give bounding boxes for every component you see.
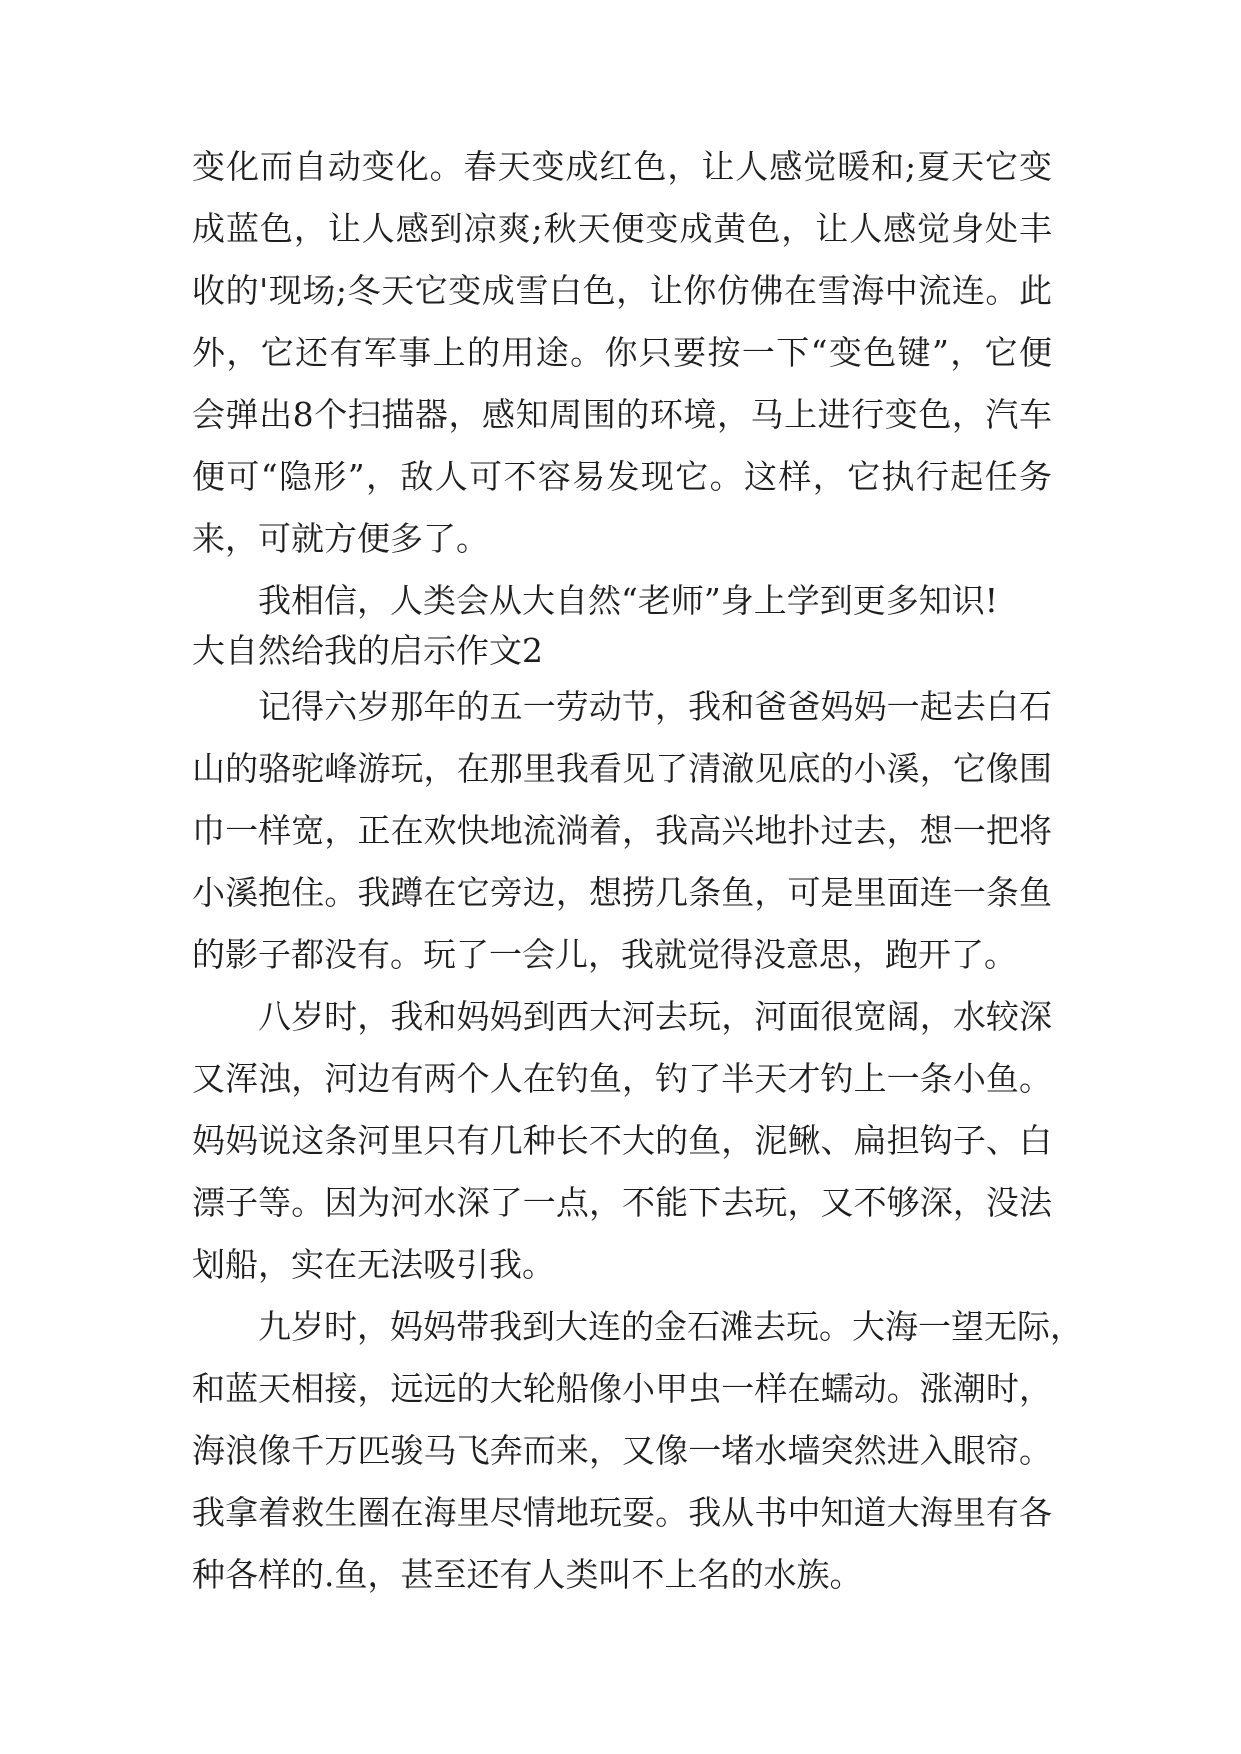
text-line: 小溪抱住。我蹲在它旁边，想捞几条鱼，可是里面连一条鱼 — [192, 873, 1052, 912]
paragraph-line: 记得六岁那年的五一劳动节，我和爸爸妈妈一起去白石 — [258, 687, 1052, 726]
paragraph-line: 我相信，人类会从大自然“老师”身上学到更多知识! — [258, 581, 999, 620]
text-line: 妈妈说这条河里只有几种长不大的鱼，泥鳅、扁担钩子、白 — [192, 1121, 1052, 1160]
text-line: 和蓝天相接，远远的大轮船像小甲虫一样在蠕动。涨潮时， — [192, 1369, 1052, 1408]
text-line: 我拿着救生圈在海里尽情地玩耍。我从书中知道大海里有各 — [192, 1493, 1052, 1532]
text-line: 海浪像千万匹骏马飞奔而来，又像一堵水墙突然进入眼帘。 — [192, 1431, 1052, 1470]
section-heading: 大自然给我的启示作文2 — [192, 631, 543, 670]
text-line: 便可“隐形”，敌人可不容易发现它。这样，它执行起任务 — [192, 457, 1052, 496]
text-line: 外，它还有军事上的用途。你只要按一下“变色键”，它便 — [192, 333, 1052, 372]
text-line: 划船，实在无法吸引我。 — [192, 1245, 555, 1284]
text-line: 的影子都没有。玩了一会儿，我就觉得没意思，跑开了。 — [192, 935, 1017, 974]
text-line: 来，可就方便多了。 — [192, 519, 489, 558]
text-line: 山的骆驼峰游玩，在那里我看见了清澈见底的小溪，它像围 — [192, 749, 1052, 788]
paragraph-line: 九岁时，妈妈带我到大连的金石滩去玩。大海一望无际， — [258, 1307, 1083, 1346]
text-line: 会弹出8个扫描器，感知周围的环境，马上进行变色，汽车 — [192, 395, 1052, 434]
text-line: 漂子等。因为河水深了一点，不能下去玩，又不够深，没法 — [192, 1183, 1052, 1222]
text-line: 收的'现场;冬天它变成雪白色，让你仿佛在雪海中流连。此 — [192, 271, 1052, 310]
text-line: 巾一样宽，正在欢快地流淌着，我高兴地扑过去，想一把将 — [192, 811, 1052, 850]
paragraph-line: 八岁时，我和妈妈到西大河去玩，河面很宽阔，水较深 — [258, 997, 1052, 1036]
text-line: 变化而自动变化。春天变成红色，让人感觉暖和;夏天它变 — [192, 147, 1052, 186]
text-line: 种各样的.鱼，甚至还有人类叫不上名的水族。 — [192, 1555, 863, 1594]
text-line: 成蓝色，让人感到凉爽;秋天便变成黄色，让人感觉身处丰 — [192, 209, 1052, 248]
text-line: 又浑浊，河边有两个人在钓鱼，钓了半天才钓上一条小鱼。 — [192, 1059, 1052, 1098]
